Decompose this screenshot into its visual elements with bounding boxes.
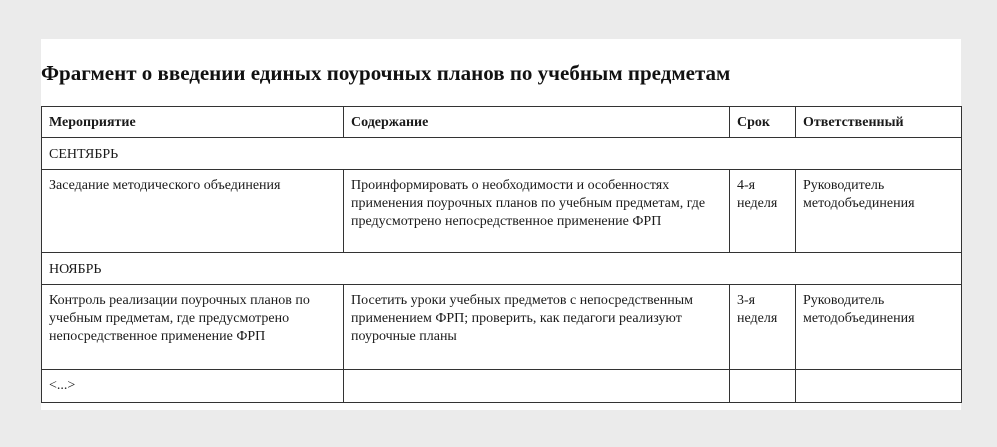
header-term: Срок: [730, 107, 796, 138]
cell-empty: [344, 370, 730, 403]
document-page: [41, 39, 961, 410]
cell-event: Контроль реализации поурочных планов по учебным предметам, где предусмотрено непосредственное применение ФРП: [42, 285, 344, 370]
cell-content: Проинформировать о необходимости и особенностях применения поурочных планов по учебным предметам, где предусмотрено непосредственное применение ФРП: [344, 170, 730, 253]
cell-empty: [796, 370, 962, 403]
cell-content: Посетить уроки учебных предметов с непосредственным применением ФРП; проверить, как педагоги реализуют поурочные планы: [344, 285, 730, 370]
page-title: Фрагмент о введении единых поурочных планов по учебным предметам: [41, 61, 731, 85]
table-row-continuation: [42, 370, 962, 403]
cell-term: 3-я неделя: [730, 285, 796, 370]
table-row: [42, 170, 962, 253]
cell-responsible: Руководитель методобъединения: [796, 170, 962, 253]
header-event: Мероприятие: [42, 107, 344, 138]
cell-term: 4-я неделя: [730, 170, 796, 253]
table-row: [42, 285, 962, 370]
month-label: СЕНТЯБРЬ: [42, 138, 962, 170]
month-row-september: [42, 138, 962, 170]
month-label: НОЯБРЬ: [42, 253, 962, 285]
cell-responsible: Руководитель методобъединения: [796, 285, 962, 370]
cell-event: Заседание методического объединения: [42, 170, 344, 253]
header-content: Содержание: [344, 107, 730, 138]
header-responsible: Ответственный: [796, 107, 962, 138]
cell-empty: [730, 370, 796, 403]
cell-ellipsis: <...>: [42, 370, 344, 403]
month-row-november: [42, 253, 962, 285]
plan-table: [41, 106, 962, 403]
table-header-row: [42, 107, 962, 138]
